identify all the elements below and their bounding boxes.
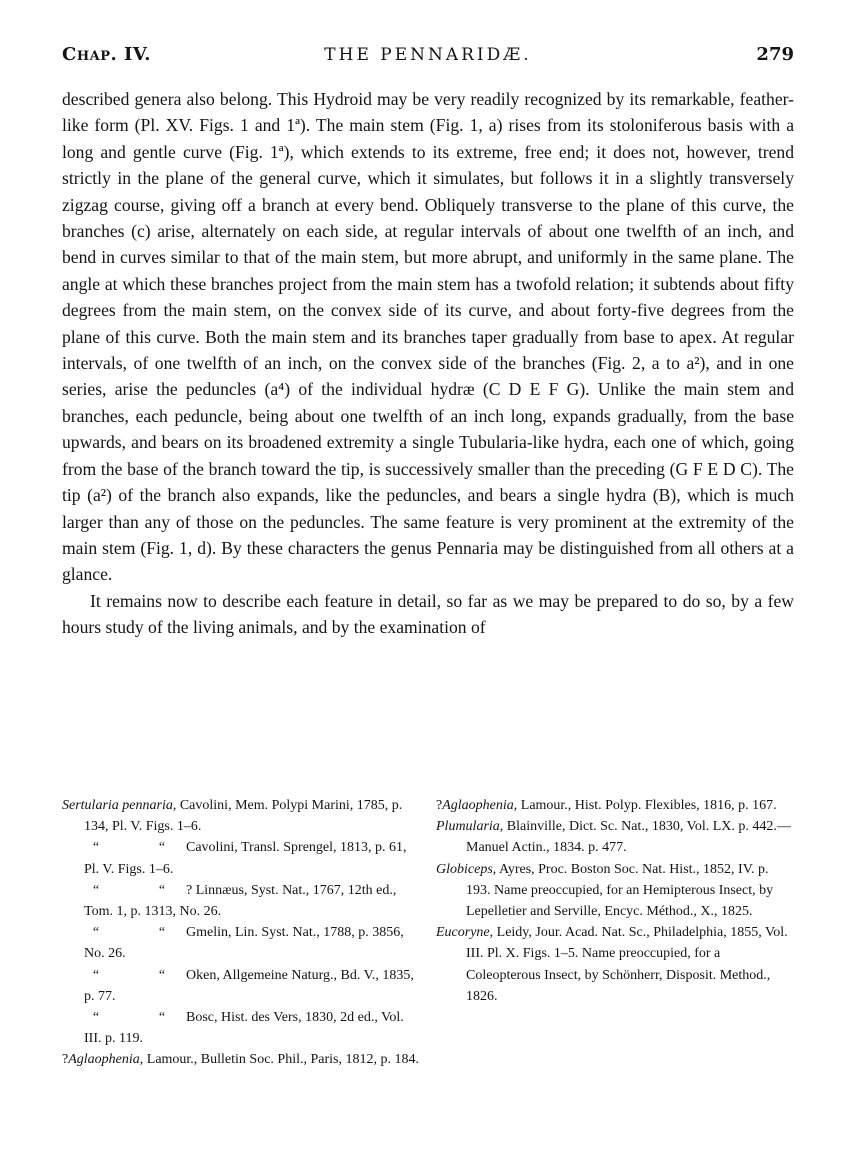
footnote-entry: Eucoryne, Leidy, Jour. Acad. Nat. Sc., Philadelphia, 1855, Vol. III. Pl. X. Figs. 1–5. Name preoccupied, for a Coleopterous Insect, by Schönherr, Disposit. Method., 1826.	[436, 925, 788, 1004]
footnote-entry: ?Aglaophenia, Lamour., Bulletin Soc. Phil., Paris, 1812, p. 184.	[62, 1052, 419, 1068]
page-number: 279	[756, 44, 794, 65]
body-text	[62, 86, 794, 641]
footnote-entry: “ “ Oken, Allgemeine Naturg., Bd. V., 1835, p. 77.	[84, 967, 414, 1004]
footnotes-left-column	[62, 795, 422, 1071]
footnote-entry: “ “ Bosc, Hist. des Vers, 1830, 2d ed., Vol. III. p. 119.	[84, 1010, 404, 1047]
footnote-entry: “ “ Gmelin, Lin. Syst. Nat., 1788, p. 3856, No. 26.	[84, 925, 404, 962]
footnote-entry: Plumularia, Blainville, Dict. Sc. Nat., 1830, Vol. LX. p. 442.—Manuel Actin., 1834. p. 477.	[436, 819, 791, 856]
footnote-entry: “ “ Cavolini, Transl. Sprengel, 1813, p. 61, Pl. V. Figs. 1–6.	[84, 840, 407, 877]
footnote-entry: Globiceps, Ayres, Proc. Boston Soc. Nat. Hist., 1852, IV. p. 193. Name preoccupied, for an Hemipterous Insect, by Lepelletier and Serville, Encyc. Méthod., X., 1825.	[436, 861, 774, 920]
footnote-entry: ?Aglaophenia, Lamour., Hist. Polyp. Flexibles, 1816, p. 167.	[436, 798, 777, 813]
running-header	[62, 44, 794, 70]
footnote-entry: Sertularia pennaria, Cavolini, Mem. Polypi Marini, 1785, p. 134, Pl. V. Figs. 1–6.	[62, 798, 403, 835]
running-title: THE PENNARIDÆ.	[324, 45, 532, 65]
chapter-label: Chap. IV.	[62, 44, 152, 65]
paragraph-1: described genera also belong. This Hydroid may be very readily recognized by its remarkable, feather-like form (Pl. XV. Figs. 1 and 1ª). The main stem (Fig. 1, a) rises from its stoloniferous basis with a long and gentle curve (Fig. 1ª), which extends to its extreme, free end; it does not, however, trend strictly in the plane of the general curve, which it simulates, but follows it in a slightly transversely zigzag course, giving off a branch at every bend. Obliquely transverse to the plane of this curve, the branches (c) arise, alternately on each side, at regular intervals of about one twelfth of an inch, and bend in curves similar to that of the main stem, but more abrupt, and uniformly in the same plane. The angle at which these branches project from the main stem has a twofold relation; it subtends about fifty degrees from the main stem, on the convex side of its curve, and about forty-five degrees from the plane of this curve. Both the main stem and its branches taper gradually from base to apex. At regular intervals, of one twelfth of an inch, on the convex side of the branches (Fig. 2, a to a²), and in one series, arise the peduncles (a⁴) of the individual hydræ (C D E F G). Unlike the main stem and branches, each peduncle, being about one twelfth of an inch long, expands gradually, from the base upwards, and bears on its broadened extremity a single Tubularia-like hydra, each one of which, going from the base of the branch toward the tip, is successively smaller than the preceding (G F E D C). The tip (a²) of the branch also expands, like the peduncles, and bears a single hydra (B), which is much larger than any of those on the peduncles. The same feature is very prominent at the extremity of the main stem (Fig. 1, d). By these characters the genus Pennaria may be distinguished from all others at a glance.	[62, 89, 794, 585]
footnotes-right-column	[436, 795, 796, 1007]
footnote-entry: “ “ ? Linnæus, Syst. Nat., 1767, 12th ed., Tom. 1, p. 1313, No. 26.	[84, 882, 397, 920]
paragraph-2: It remains now to describe each feature in detail, so far as we may be prepared to do so, by a few hours study of the living animals, and by the examination of	[62, 590, 794, 638]
